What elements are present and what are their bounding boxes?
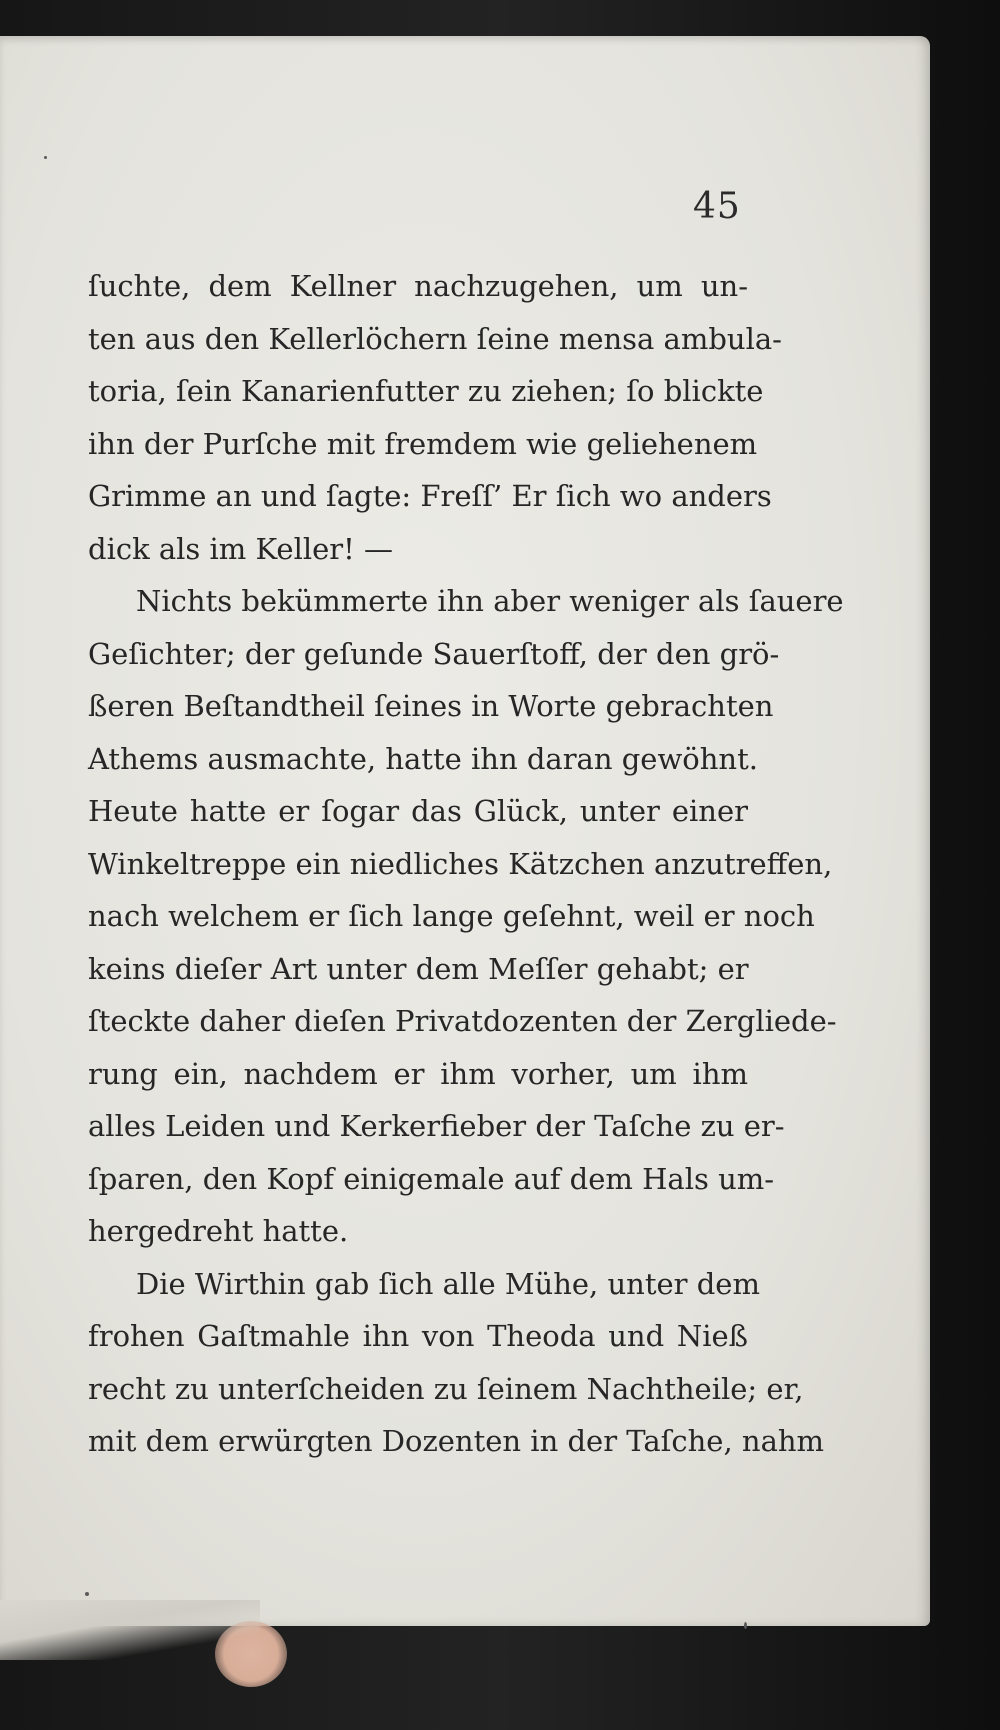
text-line: recht zu unterſcheiden zu ſeinem Nachtheile; er, xyxy=(88,1371,804,1406)
text-line: Athems ausmachte, hatte ihn daran gewöhnt. xyxy=(88,741,758,776)
page-number: 45 xyxy=(693,186,741,227)
text-line: frohen Gaſtmahle ihn von Theoda und Nieß xyxy=(88,1319,748,1353)
paper-speck xyxy=(44,156,47,159)
paper-speck xyxy=(744,1622,747,1629)
text-line: rung ein, nachdem er ihm vorher, um ihm xyxy=(88,1056,748,1091)
text-line: hergedreht hatte. xyxy=(88,1214,349,1248)
text-line: keins dieſer Art unter dem Meſſer gehabt; er xyxy=(88,951,749,986)
text-line: Winkeltreppe ein niedliches Kätzchen anzutreffen, xyxy=(88,846,833,881)
text-line: ſparen, den Kopf einigemale auf dem Hals um- xyxy=(88,1161,775,1196)
text-line: toria, ſein Kanarienfutter zu ziehen; ſo blickte xyxy=(88,374,764,408)
text-line: Grimme an und ſagte: Freſſ’ Er ſich wo anders xyxy=(88,479,772,513)
text-line: ſteckte daher dieſen Privatdozenten der Zergliede- xyxy=(88,1004,837,1038)
text-line: Geſichter; der geſunde Sauerſtoff, der den grö- xyxy=(88,636,780,671)
text-line: ihn der Purſche mit fremdem wie geliehenem xyxy=(88,426,758,461)
text-line: dick als im Keller! — xyxy=(88,531,394,566)
paper-speck xyxy=(85,1592,89,1596)
text-line: ßeren Beſtandtheil ſeines in Worte gebrachten xyxy=(88,689,774,723)
text-line: Die Wirthin gab ſich alle Mühe, unter dem xyxy=(136,1266,760,1301)
text-line: nach welchem er ſich lange geſehnt, weil er noch xyxy=(88,899,815,933)
text-line: ſuchte, dem Kellner nachzugehen, um un- xyxy=(88,269,748,303)
text-line: Heute hatte er ſogar das Glück, unter einer xyxy=(88,794,748,828)
text-line: alles Leiden und Kerkerfieber der Taſche zu er- xyxy=(88,1109,785,1143)
text-line: Nichts bekümmerte ihn aber weniger als ſauere xyxy=(136,584,844,618)
body-text xyxy=(88,260,844,1468)
torn-page-edge xyxy=(0,1600,260,1660)
book-page xyxy=(0,36,930,1626)
text-line: mit dem erwürgten Dozenten in der Taſche, nahm xyxy=(88,1424,825,1458)
text-line: ten aus den Kellerlöchern ſeine mensa ambula- xyxy=(88,321,782,356)
